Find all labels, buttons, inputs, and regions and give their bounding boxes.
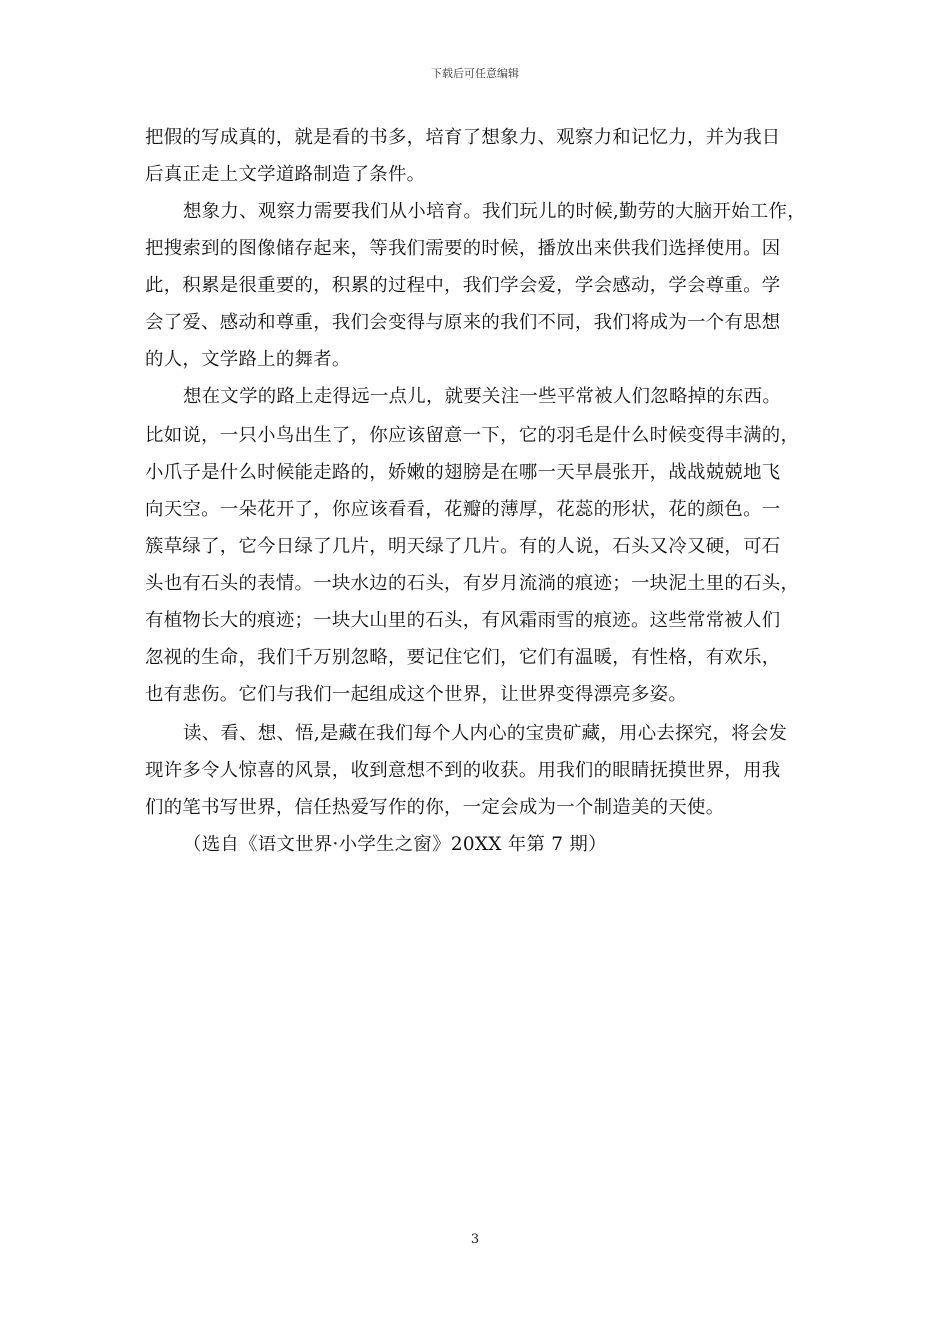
text-line: 有植物长大的痕迹；一块大山里的石头，有风霜雨雪的痕迹。这些常常被人们 (145, 610, 781, 631)
text-line: 忽视的生命，我们千万别忽略，要记住它们，它们有温暖，有性格，有欢乐， (145, 647, 781, 668)
text-line: 把假的写成真的，就是看的书多，培育了想象力、观察力和记忆力，并为我日 (145, 127, 781, 148)
text-line: 的人，文学路上的舞者。 (145, 349, 351, 370)
page-header: 下载后可任意编辑 (431, 67, 519, 80)
text-line: 向天空。一朵花开了，你应该看看，花瓣的薄厚，花蕊的形状，花的颜色。一 (145, 499, 781, 520)
paragraph-first-line: 想象力、观察力需要我们从小培育。我们玩儿的时候,勤劳的大脑开始工作， (183, 201, 806, 222)
text-line: 此，积累是很重要的，积累的过程中，我们学会爱，学会感动，学会尊重。学 (145, 275, 781, 296)
text-line: 小爪子是什么时候能走路的，娇嫩的翅膀是在哪一天早晨张开，战战兢兢地飞 (145, 462, 781, 483)
text-line: 现许多令人惊喜的风景，收到意想不到的收获。用我们的眼睛抚摸世界，用我 (145, 760, 781, 781)
source-citation: （选自《语文世界·小学生之窗》20XX 年第 7 期） (183, 834, 607, 855)
text-line: 把搜索到的图像储存起来，等我们需要的时候，播放出来供我们选择使用。因 (145, 238, 781, 259)
page-number: 3 (470, 1232, 480, 1247)
paragraph-first-line: 想在文学的路上走得远一点儿，就要关注一些平常被人们忽略掉的东西。 (183, 386, 782, 407)
text-line: 簇草绿了，它今日绿了几片，明天绿了几片。有的人说，石头又冷又硬，可石 (145, 536, 781, 557)
text-line: 比如说，一只小鸟出生了，你应该留意一下，它的羽毛是什么时候变得丰满的， (145, 425, 800, 446)
paragraph-first-line: 读、看、想、悟,是藏在我们每个人内心的宝贵矿藏，用心去探究，将会发 (183, 723, 788, 744)
text-line: 也有悲伤。它们与我们一起组成这个世界，让世界变得漂亮多姿。 (145, 684, 688, 705)
text-line: 们的笔书写世界，信任热爱写作的你，一定会成为一个制造美的天使。 (145, 797, 725, 818)
text-line: 头也有石头的表情。一块水边的石头，有岁月流淌的痕迹；一块泥土里的石头， (145, 573, 800, 594)
text-line: 后真正走上文学道路制造了条件。 (145, 164, 426, 185)
text-line: 会了爱、感动和尊重，我们会变得与原来的我们不同，我们将成为一个有思想 (145, 312, 781, 333)
